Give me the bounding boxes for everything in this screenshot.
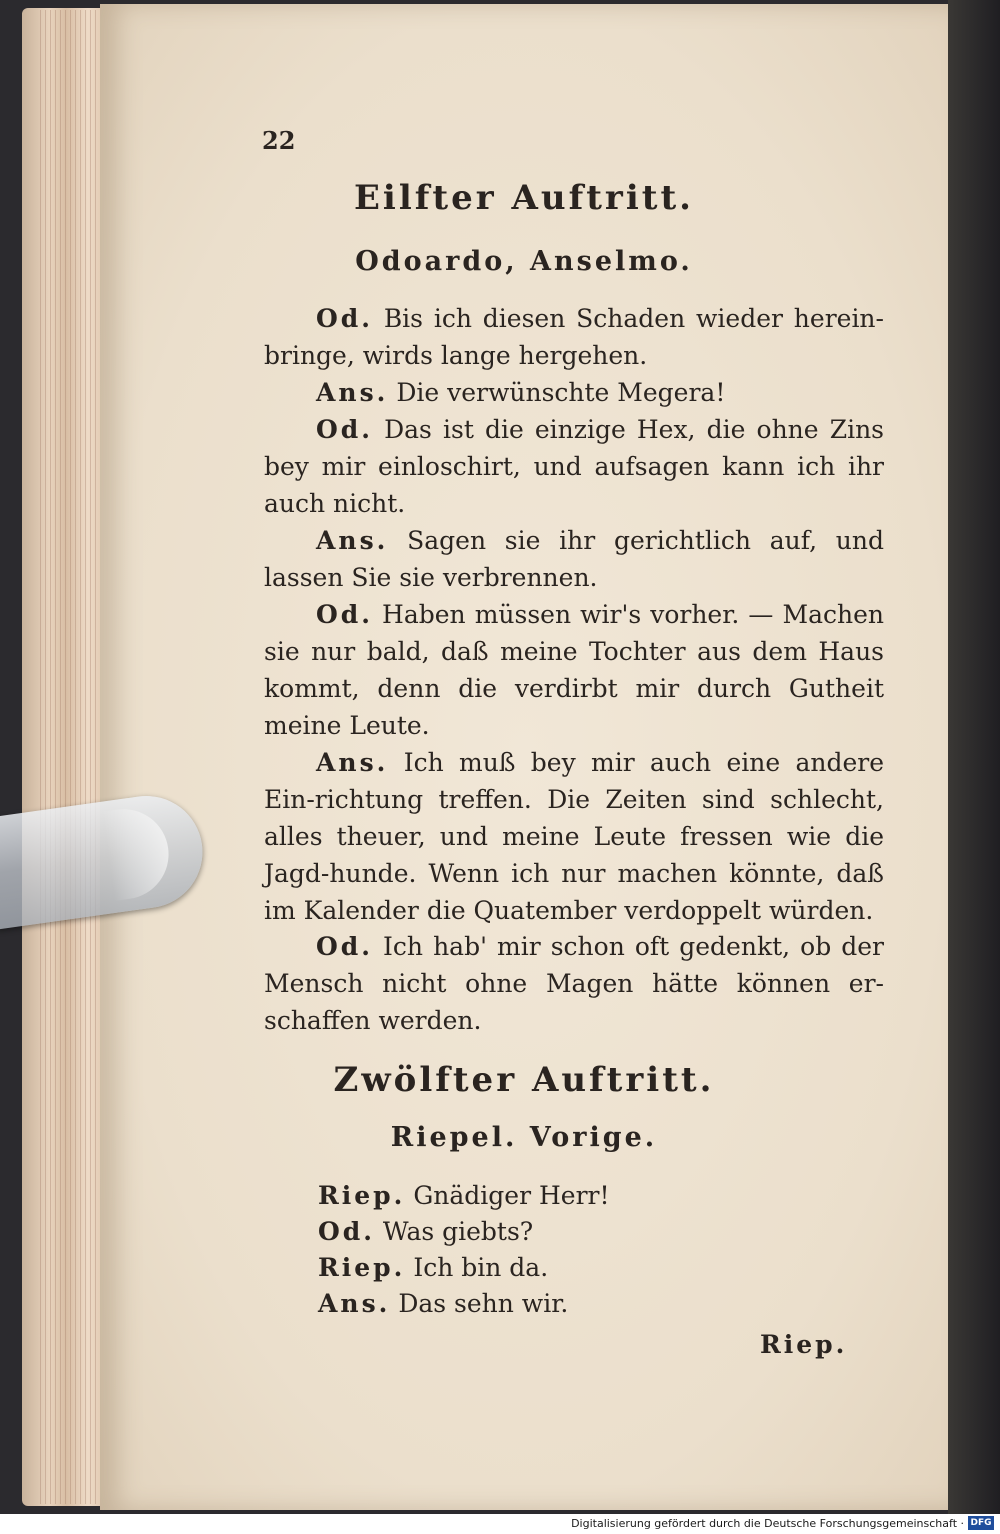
dialogue-paragraph <box>264 374 884 411</box>
scene-heading-11: Eilfter Auftritt. <box>354 178 694 218</box>
scanner-background <box>948 0 1000 1514</box>
speaker-label: Od. <box>316 415 373 444</box>
dialogue-text: Das ist die einzige Hex, die ohne Zins bey mir einloschirt, und aufsagen kann ich ihr auch nicht. <box>264 415 884 518</box>
speaker-label: Riep. <box>318 1253 406 1282</box>
dialogue-paragraph <box>264 596 884 744</box>
speaker-label: Ans. <box>316 526 389 555</box>
dialogue-line <box>318 1178 610 1214</box>
dialogue-line <box>318 1214 533 1250</box>
dialogue-text: Sagen sie ihr gerichtlich auf, und lassen Sie sie verbrennen. <box>264 526 885 592</box>
speaker-label: Od. <box>316 932 373 961</box>
speaker-label: Riep. <box>318 1181 406 1210</box>
speaker-label: Ans. <box>316 748 389 777</box>
dialogue-line <box>318 1286 568 1322</box>
speaker-label: Od. <box>316 304 373 333</box>
dialogue-paragraph <box>264 928 884 1039</box>
speaker-label: Ans. <box>318 1289 391 1318</box>
dialogue-text: Ich bin da. <box>413 1253 549 1282</box>
dialogue-text: Bis ich diesen Schaden wieder herein-bringe, wirds lange hergehen. <box>264 304 884 370</box>
dialogue-text: Das sehn wir. <box>398 1289 569 1318</box>
dialogue-paragraph <box>264 522 884 596</box>
speaker-label: Ans. <box>316 378 389 407</box>
scene-characters-11: Odoardo, Anselmo. <box>355 246 693 277</box>
dialogue-text: Gnädiger Herr! <box>413 1181 610 1210</box>
dialogue-paragraph <box>264 744 884 929</box>
page-number: 22 <box>262 126 296 155</box>
funding-credit: Digitalisierung gefördert durch die Deutsche Forschungsgemeinschaft · <box>571 1517 964 1530</box>
dialogue-text: Ich hab' mir schon oft gedenkt, ob der Mensch nicht ohne Magen hätte können er-schaffen werden. <box>264 932 885 1035</box>
footer-bar <box>0 1514 1000 1534</box>
speaker-label: Od. <box>316 600 373 629</box>
dfg-logo-icon: DFG <box>968 1516 994 1530</box>
scene-heading-12: Zwölfter Auftritt. <box>333 1060 715 1100</box>
speaker-label: Od. <box>318 1217 375 1246</box>
dialogue-text: Was giebts? <box>382 1217 534 1246</box>
dialogue-text: Ich muß bey mir auch eine andere Ein-richtung treffen. Die Zeiten sind schlecht, alles theuer, und meine Leute fressen wie die Jagd-hunde. Wenn ich nur machen könnte, daß im Kalender die Quatember verdoppelt würden. <box>264 748 884 925</box>
scene-characters-12: Riepel. Vorige. <box>390 1122 658 1153</box>
dialogue-paragraph <box>264 411 884 522</box>
dialogue-line <box>318 1250 548 1286</box>
dialogue-text: Haben müssen wir's vorher. — Machen sie nur bald, daß meine Tochter aus dem Haus kommt, denn die verdirbt mir durch Gutheit meine Leute. <box>264 600 884 740</box>
catchword: Riep. <box>760 1330 848 1359</box>
clip-highlight <box>102 803 174 900</box>
dialogue-text: Die verwünschte Megera! <box>396 378 726 407</box>
dialogue-paragraph <box>264 300 884 374</box>
